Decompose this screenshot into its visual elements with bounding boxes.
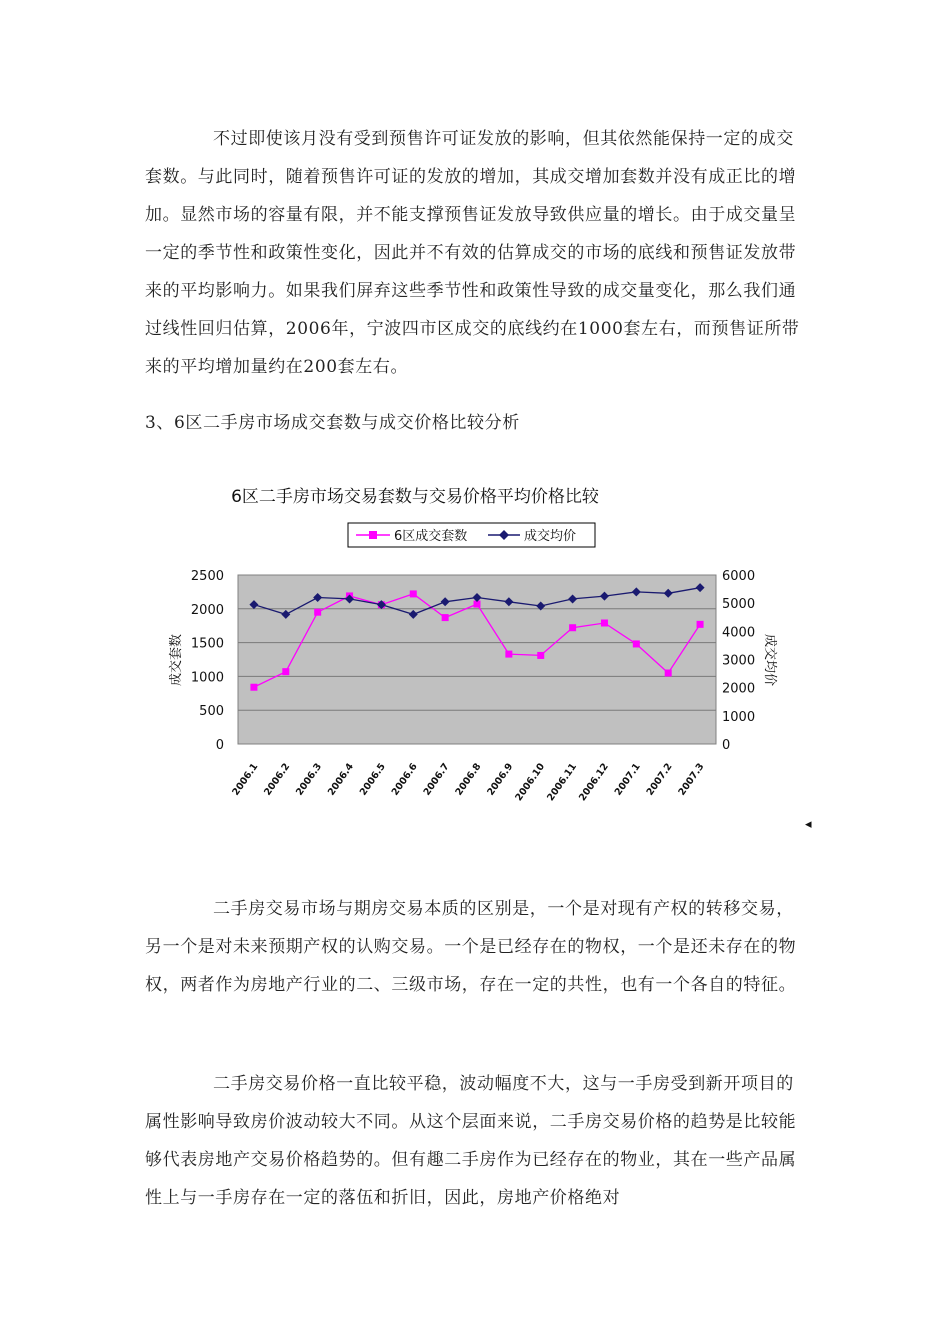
data-point	[250, 684, 257, 691]
section-heading: 3、6区二手房市场成交套数与成交价格比较分析	[145, 413, 520, 433]
y-axis-label: 成交套数	[169, 633, 184, 687]
x-tick-label: 2006.4	[325, 761, 356, 798]
y2-tick-label: 6000	[722, 569, 756, 584]
legend-marker-square	[369, 531, 377, 539]
y2-axis-label: 成交均价	[762, 633, 777, 687]
x-tick-label: 2006.2	[262, 761, 293, 798]
paragraph: 不过即使该月没有受到预售许可证发放的影响，但其依然能保持一定的成交套数。与此同时，随着预售许可证的发放的增加，其成交增加套数并没有成正比的增加。显然市场的容量有限，并不能支撑预售证发放导致供应量的增长。由于成交量呈一定的季节性和政策性变化，因此并不有效的估算成交的市场的底线和预售证发放带来的平均影响力。如果我们屏弃这些季节性和政策性导致的成交量变化，那么我们通过线性回归估算，2006年，宁波四市区成交的底线约在1000套左右，而预售证所带来的平均增加量约在200套左右。	[145, 129, 800, 377]
data-point	[282, 668, 289, 675]
y-tick-label: 0	[215, 738, 224, 753]
chart-title: 6区二手房市场交易套数与交易价格平均价格比较	[231, 487, 599, 507]
y2-tick-label: 4000	[722, 625, 756, 641]
x-tick-label: 2007.2	[644, 761, 675, 798]
data-point	[601, 619, 608, 626]
legend-series-2: 成交均价	[524, 529, 577, 544]
x-axis-labels	[230, 761, 706, 803]
x-tick-label: 2006.5	[357, 761, 388, 798]
y-tick-label: 2000	[190, 602, 224, 618]
y-tick-label: 1500	[190, 636, 224, 652]
y-axis-left	[191, 569, 224, 753]
comparison-chart	[160, 475, 820, 835]
x-tick-label: 2007.1	[612, 761, 643, 798]
x-tick-label: 2006.11	[545, 761, 580, 804]
data-point	[633, 640, 640, 647]
data-point	[314, 609, 321, 616]
data-point	[697, 621, 704, 628]
legend-series-1: 6区成交套数	[394, 529, 468, 544]
x-tick-label: 2006.8	[453, 761, 484, 798]
data-point	[537, 652, 544, 659]
paragraph: 二手房交易市场与期房交易本质的区别是，一个是对现有产权的转移交易，另一个是对未来预期产权的认购交易。一个是已经存在的物权，一个是还未存在的物权，两者作为房地产行业的二、三级市场，存在一定的共性，也有一个各自的特征。	[145, 899, 797, 995]
corner-mark: ◂	[805, 817, 812, 832]
x-tick-label: 2007.3	[676, 761, 707, 798]
y-axis-right	[722, 569, 755, 753]
y2-tick-label: 3000	[722, 653, 756, 669]
x-tick-label: 2006.10	[513, 761, 548, 804]
data-point	[410, 590, 417, 597]
data-point	[569, 624, 576, 631]
data-point	[505, 651, 512, 658]
x-tick-label: 2006.12	[577, 761, 611, 804]
data-point	[442, 614, 449, 621]
chart-legend	[348, 523, 595, 547]
y-tick-label: 1000	[190, 670, 224, 686]
y2-tick-label: 0	[722, 738, 731, 753]
x-tick-label: 2006.3	[294, 761, 325, 798]
x-tick-label: 2006.6	[389, 761, 420, 798]
paragraph: 二手房交易价格一直比较平稳，波动幅度不大，这与一手房受到新开项目的属性影响导致房价波动较大不同。从这个层面来说，二手房交易价格的趋势是比较能够代表房地产交易价格趋势的。但有趣二手房作为已经存在的物业，其在一些产品属性上与一手房存在一定的落伍和折旧，因此，房地产价格绝对	[145, 1074, 797, 1208]
y2-tick-label: 1000	[722, 709, 756, 725]
data-point	[665, 670, 672, 677]
y-tick-label: 2500	[190, 569, 224, 584]
x-tick-label: 2006.1	[230, 761, 261, 798]
x-tick-label: 2006.9	[485, 761, 516, 798]
y2-tick-label: 5000	[722, 597, 756, 613]
x-tick-label: 2006.7	[421, 761, 452, 798]
y-tick-label: 500	[199, 704, 224, 720]
y2-tick-label: 2000	[722, 681, 756, 697]
